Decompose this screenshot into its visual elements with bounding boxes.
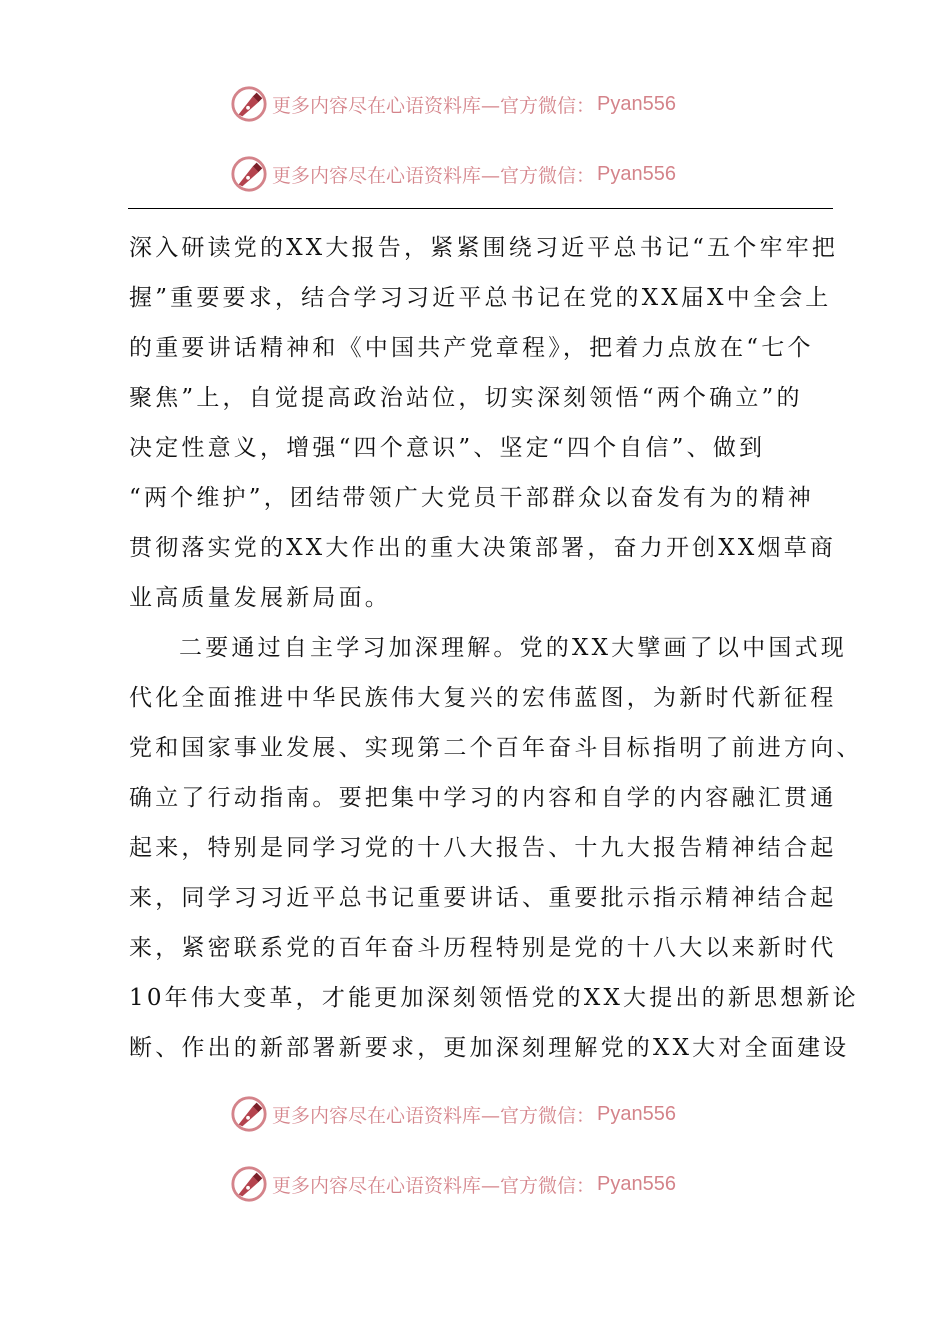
text-line: 断、作出的新部署新要求，更加深刻理解党的XX大对全面建设 bbox=[129, 1035, 850, 1061]
text-line: 贯彻落实党的XX大作出的重大决策部署，奋力开创XX烟草商 bbox=[129, 535, 837, 561]
paragraph-start-line: 二要通过自主学习加深理解。党的XX大擘画了以中国式现 bbox=[179, 635, 847, 661]
text-line: 代化全面推进中华民族伟大复兴的宏伟蓝图，为新时代新征程 bbox=[129, 685, 837, 711]
watermark-text: 更多内容尽在心语资料库—官方微信： bbox=[272, 164, 596, 187]
pen-nib-icon bbox=[230, 85, 268, 123]
header-divider bbox=[128, 208, 833, 209]
pen-nib-icon bbox=[230, 1095, 268, 1133]
watermark-text: 更多内容尽在心语资料库—官方微信： bbox=[272, 1174, 596, 1197]
pen-nib-icon bbox=[230, 155, 268, 193]
pen-nib-icon bbox=[230, 1165, 268, 1203]
watermark-text: 更多内容尽在心语资料库—官方微信： bbox=[272, 1104, 596, 1127]
text-line: 深入研读党的XX大报告，紧紧围绕习近平总书记“五个牢牢把 bbox=[129, 235, 839, 261]
text-line: 决定性意义，增强“四个意识”、坚定“四个自信”、做到 bbox=[129, 435, 766, 461]
watermark-banner-bottom-2 bbox=[230, 1164, 676, 1204]
text-line: 握”重要要求，结合学习习近平总书记在党的XX届X中全会上 bbox=[129, 285, 832, 311]
text-line: 起来，特别是同学习党的十八大报告、十九大报告精神结合起 bbox=[129, 835, 837, 861]
text-line: 聚焦”上，自觉提高政治站位，切实深刻领悟“两个确立”的 bbox=[129, 385, 803, 411]
text-line: 10年伟大变革，才能更加深刻领悟党的XX大提出的新思想新论 bbox=[129, 985, 859, 1011]
watermark-text: 更多内容尽在心语资料库—官方微信： bbox=[272, 94, 596, 117]
text-line: 来，同学习习近平总书记重要讲话、重要批示指示精神结合起 bbox=[129, 885, 837, 911]
watermark-id: Pyan556 bbox=[597, 1102, 676, 1125]
document-body bbox=[129, 223, 863, 1073]
watermark-id: Pyan556 bbox=[597, 162, 676, 185]
watermark-banner-top-1 bbox=[230, 84, 676, 124]
text-line: 党和国家事业发展、实现第二个百年奋斗目标指明了前进方向、 bbox=[129, 735, 863, 761]
text-line: 确立了行动指南。要把集中学习的内容和自学的内容融汇贯通 bbox=[129, 785, 837, 811]
watermark-banner-bottom-1 bbox=[230, 1094, 676, 1134]
text-line: 业高质量发展新局面。 bbox=[129, 585, 391, 611]
watermark-banner-top-2 bbox=[230, 154, 676, 194]
text-line: 来，紧密联系党的百年奋斗历程特别是党的十八大以来新时代 bbox=[129, 935, 837, 961]
watermark-id: Pyan556 bbox=[597, 1172, 676, 1195]
watermark-id: Pyan556 bbox=[597, 92, 676, 115]
text-line: “两个维护”，团结带领广大党员干部群众以奋发有为的精神 bbox=[129, 485, 814, 511]
text-line: 的重要讲话精神和《中国共产党章程》，把着力点放在“七个 bbox=[129, 335, 814, 361]
